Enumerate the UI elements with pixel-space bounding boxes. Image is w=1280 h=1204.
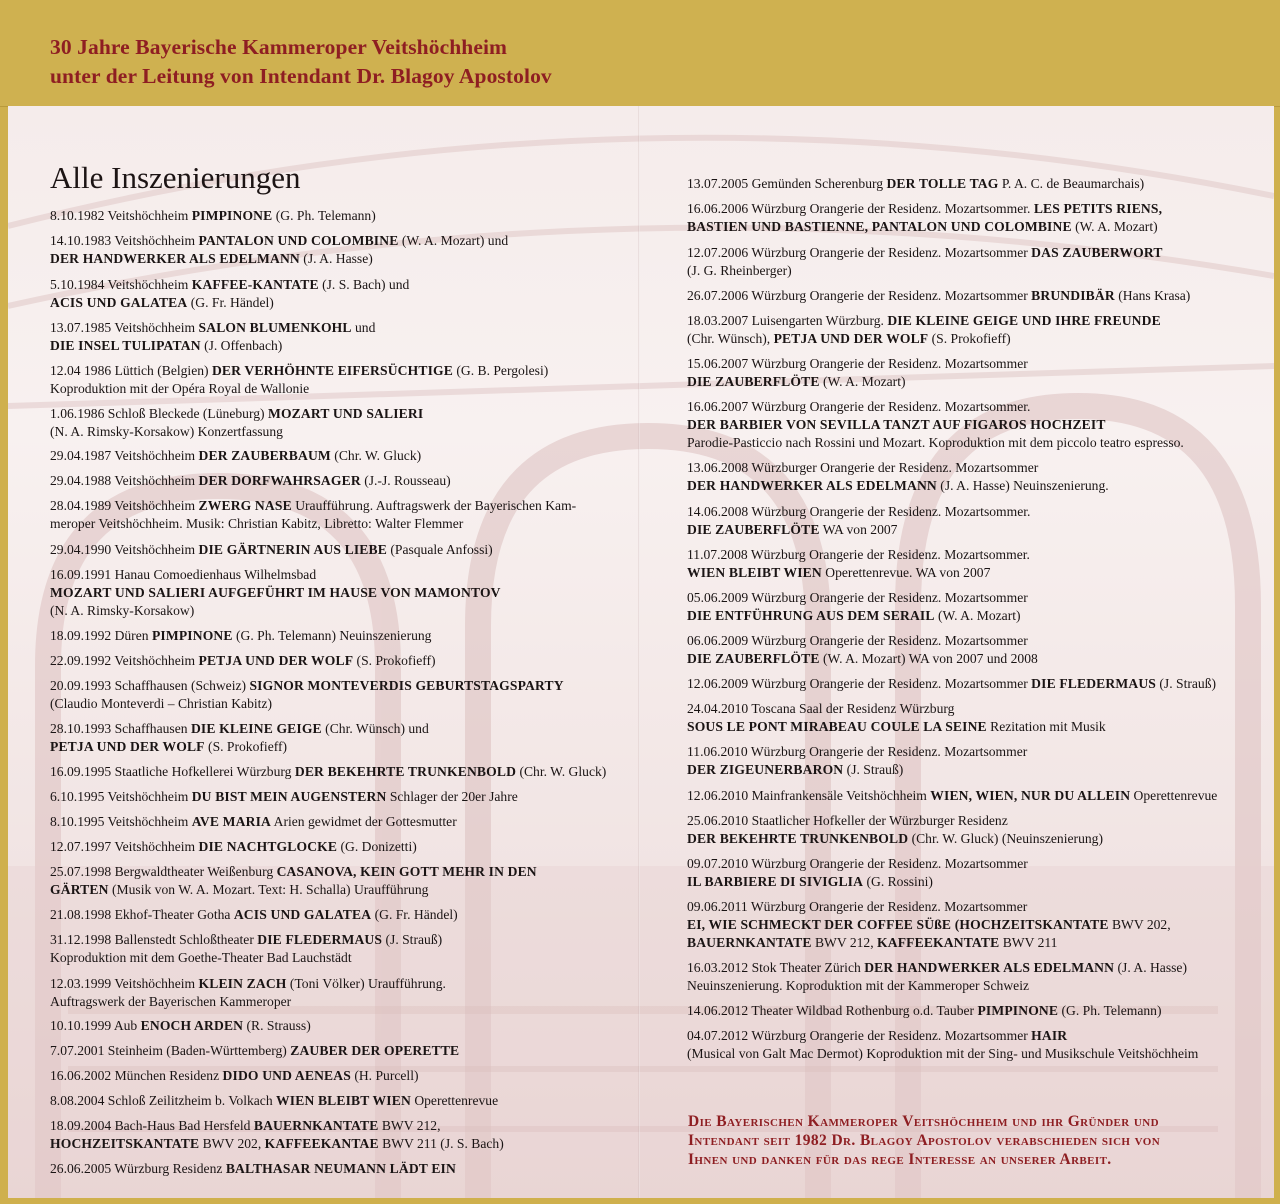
production-info: 11.06.2010 Würzburg Orangerie der Residenz. Mozartsommer bbox=[687, 744, 1028, 759]
production-info: BWV 212, bbox=[378, 1118, 441, 1133]
production-info: (Musik von W. A. Mozart. Text: H. Schalla) Uraufführung bbox=[108, 882, 429, 897]
production-entry bbox=[50, 720, 429, 756]
production-entry bbox=[50, 276, 409, 312]
production-info: (G. Ph. Telemann) bbox=[272, 208, 376, 223]
production-title: DIE ZAUBERFLÖTE bbox=[687, 522, 820, 537]
production-info: 28.10.1993 Schaffhausen bbox=[50, 721, 191, 736]
production-entry bbox=[50, 652, 436, 670]
production-entry bbox=[50, 813, 457, 831]
production-info: 16.03.2012 Stok Theater Zürich bbox=[687, 960, 865, 975]
production-info: (Chr. Wünsch), bbox=[687, 331, 774, 346]
production-title: BAUERNKANTATE bbox=[253, 1118, 379, 1133]
production-info: 18.03.2007 Luisengarten Würzburg. bbox=[687, 313, 888, 328]
production-title: SIGNOR MONTEVERDIS GEBURTSTAGSPARTY bbox=[249, 678, 564, 693]
production-info: 12.07.2006 Würzburg Orangerie der Residenz. Mozartsommer bbox=[687, 245, 1032, 260]
header-title bbox=[50, 33, 552, 91]
production-entry bbox=[50, 788, 518, 806]
production-info: und bbox=[351, 320, 376, 335]
production-info: (J. A. Hasse) bbox=[1114, 960, 1187, 975]
production-info: (Chr. W. Gluck) bbox=[516, 764, 607, 779]
production-title: GÄRTEN bbox=[50, 882, 109, 897]
production-info: Auftragswerk der Bayerischen Kammeroper bbox=[50, 994, 292, 1009]
production-info: 20.09.1993 Schaffhausen (Schweiz) bbox=[50, 678, 250, 693]
production-title: DAS ZAUBERWORT bbox=[1031, 245, 1163, 260]
production-entry bbox=[50, 319, 375, 355]
production-info: 09.06.2011 Würzburg Orangerie der Residenz. Mozartsommer bbox=[687, 899, 1028, 914]
production-info: (G. Donizetti) bbox=[337, 839, 417, 854]
production-title: BAUERNKANTATE bbox=[687, 935, 812, 950]
production-info: 14.10.1983 Veitshöchheim bbox=[50, 233, 199, 248]
production-entry bbox=[687, 175, 1144, 193]
production-info: (Chr. Wünsch) und bbox=[321, 721, 429, 736]
production-info: (N. A. Rimsky-Korsakow) Konzertfassung bbox=[50, 424, 283, 439]
production-title: DER HANDWERKER ALS EDELMANN bbox=[864, 960, 1115, 975]
production-info: (Chr. W. Gluck) bbox=[330, 448, 422, 463]
production-info: (Musical von Galt Mac Dermot) Koproduktion mit der Sing- und Musikschule Veitshöchheim bbox=[687, 1046, 1199, 1061]
production-info: (S. Prokofieff) bbox=[353, 653, 436, 668]
production-title: KLEIN ZACH bbox=[198, 976, 287, 991]
production-entry bbox=[50, 975, 446, 1011]
production-info: 18.09.2004 Bach-Haus Bad Hersfeld bbox=[50, 1118, 254, 1133]
production-info: Operettenrevue bbox=[410, 1093, 499, 1108]
production-info: (J. Strauß) bbox=[843, 762, 904, 777]
production-info: Arien gewidmet der Gottesmutter bbox=[271, 814, 457, 829]
production-info: 25.06.2010 Staatlicher Hofkeller der Würzburger Residenz bbox=[687, 813, 1008, 828]
production-info: 16.06.2007 Würzburg Orangerie der Residenz. Mozartsommer. bbox=[687, 399, 1031, 414]
production-info: (Pasquale Anfossi) bbox=[386, 542, 493, 557]
production-title: DER BEKEHRTE TRUNKENBOLD bbox=[294, 764, 517, 779]
production-entry bbox=[687, 244, 1163, 280]
production-title: DU BIST MEIN AUGENSTERN bbox=[191, 789, 387, 804]
production-title: HOCHZEITSKANTATE bbox=[50, 1136, 200, 1151]
production-entry bbox=[50, 497, 576, 533]
production-entry bbox=[50, 838, 417, 856]
production-title: BASTIEN UND BASTIENNE, PANTALON UND COLOMBINE bbox=[687, 219, 1072, 234]
production-entry bbox=[687, 743, 1027, 779]
production-entry bbox=[50, 405, 423, 441]
production-info: Schlager der 20er Jahre bbox=[386, 789, 518, 804]
production-info: 7.07.2001 Steinheim (Baden-Württemberg) bbox=[50, 1043, 291, 1058]
production-info: Operettenrevue. WA von 2007 bbox=[821, 565, 991, 580]
production-entry bbox=[687, 812, 1103, 848]
production-entry bbox=[687, 355, 1028, 391]
production-entry bbox=[50, 763, 606, 781]
header-title-line-1: 30 Jahre Bayerische Kammeroper Veitshöchheim bbox=[50, 35, 508, 59]
production-info: 29.04.1990 Veitshöchheim bbox=[50, 542, 199, 557]
production-entry bbox=[50, 1042, 459, 1060]
production-info: 12.06.2010 Mainfrankensäle Veitshöchheim bbox=[687, 788, 931, 803]
production-entry bbox=[50, 472, 451, 490]
production-info: 10.10.1999 Aub bbox=[50, 1018, 141, 1033]
production-info: Uraufführung. Auftragswerk der Bayerischen Kam- bbox=[291, 498, 577, 513]
production-info: (W. A. Mozart) bbox=[934, 608, 1021, 623]
production-title: DER BARBIER VON SEVILLA TANZT AUF FIGAROS HOCHZEIT bbox=[687, 417, 1106, 432]
production-info: (S. Prokofieff) bbox=[928, 331, 1011, 346]
production-info: 11.07.2008 Würzburg Orangerie der Residenz. Mozartsommer. bbox=[687, 547, 1030, 562]
production-entry bbox=[687, 503, 1030, 539]
production-info: Operettenrevue bbox=[1130, 788, 1218, 803]
production-info: 21.08.1998 Ekhof-Theater Gotha bbox=[50, 907, 234, 922]
production-title: DIE INSEL TULIPATAN bbox=[50, 338, 201, 353]
production-title: DIE KLEINE GEIGE UND IHRE FREUNDE bbox=[887, 313, 1161, 328]
production-info: Koproduktion mit der Opéra Royal de Wallonie bbox=[50, 381, 310, 396]
page-fold bbox=[638, 106, 640, 1198]
production-entry bbox=[50, 1117, 504, 1153]
production-info: 14.06.2008 Würzburg Orangerie der Residenz. Mozartsommer. bbox=[687, 504, 1031, 519]
production-title: PIMPINONE bbox=[191, 208, 273, 223]
production-title: EI, WIE SCHMECKT DER COFFEE SÜßE (HOCHZEITSKANTATE bbox=[687, 917, 1109, 932]
production-info: (Toni Völker) Uraufführung. bbox=[286, 976, 446, 991]
production-info: (J.-J. Rousseau) bbox=[360, 473, 451, 488]
production-title: ZAUBER DER OPERETTE bbox=[290, 1043, 460, 1058]
production-info: (J. S. Bach) und bbox=[318, 277, 410, 292]
production-info: (Chr. W. Gluck) (Neuinszenierung) bbox=[908, 831, 1103, 846]
production-info: BWV 212, bbox=[811, 935, 878, 950]
production-info: 8.08.2004 Schloß Zeilitzheim b. Volkach bbox=[50, 1093, 277, 1108]
production-title: AVE MARIA bbox=[191, 814, 271, 829]
production-info: (J. G. Rheinberger) bbox=[687, 263, 792, 278]
farewell-line-1: Die Bayerischen Kammeroper Veitshöchheim und ihr Gründer und bbox=[688, 1113, 1159, 1130]
production-info: Parodie-Pasticcio nach Rossini und Mozart. Koproduktion mit dem piccolo teatro espresso. bbox=[687, 435, 1184, 450]
production-info: 16.06.2006 Würzburg Orangerie der Residenz. Mozartsommer. bbox=[687, 201, 1034, 216]
production-info: 12.07.1997 Veitshöchheim bbox=[50, 839, 199, 854]
production-entry bbox=[687, 675, 1216, 693]
production-info: 15.06.2007 Würzburg Orangerie der Residenz. Mozartsommer bbox=[687, 356, 1028, 371]
production-title: DER ZIGEUNERBARON bbox=[687, 762, 844, 777]
production-info: (S. Prokofieff) bbox=[204, 739, 288, 754]
production-info: (G. Fr. Händel) bbox=[371, 907, 458, 922]
production-info: 24.04.2010 Toscana Saal der Residenz Würzburg bbox=[687, 701, 955, 716]
production-info: meroper Veitshöchheim. Musik: Christian Kabitz, Libretto: Walter Flemmer bbox=[50, 516, 464, 531]
production-entry bbox=[687, 898, 1171, 952]
production-info: (N. A. Rimsky-Korsakow) bbox=[50, 603, 195, 618]
production-info: (G. Ph. Telemann) Neuinszenierung bbox=[232, 628, 432, 643]
production-entry bbox=[50, 232, 508, 268]
production-info: (J. A. Hasse) bbox=[299, 251, 373, 266]
production-entry bbox=[687, 959, 1187, 995]
production-title: DER BEKEHRTE TRUNKENBOLD bbox=[687, 831, 909, 846]
production-info: 09.07.2010 Würzburg Orangerie der Residenz. Mozartsommer bbox=[687, 856, 1028, 871]
production-info: (J. Offenbach) bbox=[200, 338, 283, 353]
production-info: 06.06.2009 Würzburg Orangerie der Residenz. Mozartsommer bbox=[687, 633, 1028, 648]
production-entry bbox=[687, 546, 1030, 582]
production-entry bbox=[50, 906, 458, 924]
production-info: (W. A. Mozart) bbox=[1071, 219, 1158, 234]
production-info: 26.06.2005 Würzburg Residenz bbox=[50, 1161, 226, 1176]
production-title: MOZART UND SALIERI AUFGEFÜHRT IM HAUSE VON MAMONTOV bbox=[50, 585, 501, 600]
production-info: 12.06.2009 Würzburg Orangerie der Residenz. Mozartsommer bbox=[687, 676, 1032, 691]
production-entry bbox=[50, 541, 493, 559]
production-info: (W. A. Mozart) bbox=[819, 374, 906, 389]
production-title: DIE ENTFÜHRUNG AUS DEM SERAIL bbox=[687, 608, 935, 623]
production-entry bbox=[687, 200, 1162, 236]
production-title: DER TOLLE TAG bbox=[886, 176, 999, 191]
production-title: DER VERHÖHNTE EIFERSÜCHTIGE bbox=[211, 363, 453, 378]
production-title: DIE KLEINE GEIGE bbox=[190, 721, 322, 736]
production-entry bbox=[687, 632, 1038, 668]
production-title: WIEN BLEIBT WIEN bbox=[276, 1093, 411, 1108]
production-title: MOZART UND SALIERI bbox=[267, 406, 424, 421]
production-info: (G. Rossini) bbox=[863, 874, 933, 889]
production-info: (J. Strauß) bbox=[1156, 676, 1217, 691]
production-title: IL BARBIERE DI SIVIGLIA bbox=[687, 874, 864, 889]
production-info: 04.07.2012 Würzburg Orangerie der Residenz. Mozartsommer bbox=[687, 1028, 1032, 1043]
production-info: BWV 211 (J. S. Bach) bbox=[378, 1136, 504, 1151]
production-title: KAFFEEKANTATE bbox=[877, 935, 1000, 950]
production-info: 29.04.1987 Veitshöchheim bbox=[50, 448, 199, 463]
production-info: 16.09.1991 Hanau Comoedienhaus Wilhelmsbad bbox=[50, 567, 317, 582]
production-entry bbox=[50, 447, 421, 465]
production-info: 28.04.1989 Veitshöchheim bbox=[50, 498, 199, 513]
production-entry bbox=[50, 1092, 498, 1110]
production-info: (J. Strauß) bbox=[382, 932, 443, 947]
header-band bbox=[0, 0, 1280, 107]
production-entry bbox=[50, 677, 564, 713]
production-entry bbox=[687, 855, 1028, 891]
production-info: WA von 2007 bbox=[819, 522, 898, 537]
production-entry bbox=[687, 312, 1161, 348]
production-info: 13.07.1985 Veitshöchheim bbox=[50, 320, 199, 335]
production-info: Koproduktion mit dem Goethe-Theater Bad Lauchstädt bbox=[50, 950, 352, 965]
production-title: DER HANDWERKER ALS EDELMANN bbox=[50, 251, 300, 266]
production-title: DER ZAUBERBAUM bbox=[198, 448, 331, 463]
production-title: ACIS UND GALATEA bbox=[50, 295, 188, 310]
production-title: ZWERG NASE bbox=[198, 498, 292, 513]
production-info: 16.06.2002 München Residenz bbox=[50, 1068, 223, 1083]
production-info: (G. Fr. Händel) bbox=[187, 295, 274, 310]
production-title: PETJA UND DER WOLF bbox=[198, 653, 354, 668]
production-entry bbox=[687, 700, 1106, 736]
production-info: (W. A. Mozart) WA von 2007 und 2008 bbox=[819, 651, 1038, 666]
header-title-line-2: unter der Leitung von Intendant Dr. Blagoy Apostolov bbox=[50, 64, 552, 88]
production-info: 1.06.1986 Schloß Bleckede (Lüneburg) bbox=[50, 406, 268, 421]
production-info: (G. Ph. Telemann) bbox=[1058, 1003, 1162, 1018]
production-entry bbox=[50, 1160, 456, 1178]
production-info: 25.07.1998 Bergwaldtheater Weißenburg bbox=[50, 864, 277, 879]
production-title: PETJA UND DER WOLF bbox=[50, 739, 205, 754]
production-entry bbox=[50, 627, 431, 645]
production-title: DER DORFWAHRSAGER bbox=[198, 473, 361, 488]
production-info: 05.06.2009 Würzburg Orangerie der Residenz. Mozartsommer bbox=[687, 590, 1028, 605]
production-title: ACIS UND GALATEA bbox=[233, 907, 372, 922]
production-title: DER HANDWERKER ALS EDELMANN bbox=[687, 478, 937, 493]
production-title: PIMPINONE bbox=[151, 628, 233, 643]
production-info: (G. B. Pergolesi) bbox=[452, 363, 549, 378]
production-title: BALTHASAR NEUMANN LÄDT EIN bbox=[225, 1161, 456, 1176]
production-title: PETJA UND DER WOLF bbox=[773, 331, 929, 346]
production-title: PIMPINONE bbox=[977, 1003, 1059, 1018]
production-title: DIE FLEDERMAUS bbox=[1031, 676, 1156, 691]
production-entry bbox=[50, 566, 501, 620]
production-title: DIDO UND AENEAS bbox=[222, 1068, 351, 1083]
production-entry bbox=[50, 1017, 311, 1035]
production-entry bbox=[687, 398, 1184, 452]
page-heading: Alle Inszenierungen bbox=[50, 160, 301, 195]
production-title: WIEN, WIEN, NUR DU ALLEIN bbox=[930, 788, 1131, 803]
production-info: 13.07.2005 Gemünden Scherenburg bbox=[687, 176, 887, 191]
production-info: (R. Strauss) bbox=[243, 1018, 311, 1033]
production-entry bbox=[687, 589, 1028, 625]
production-info: Rezitation mit Musik bbox=[986, 719, 1106, 734]
production-title: KAFFEEKANTAE bbox=[264, 1136, 379, 1151]
production-info: (W. A. Mozart) und bbox=[398, 233, 509, 248]
production-entry bbox=[687, 1027, 1198, 1063]
production-entry bbox=[50, 1067, 419, 1085]
production-entry bbox=[687, 459, 1109, 495]
production-entry bbox=[687, 787, 1217, 805]
production-title: KAFFEE-KANTATE bbox=[191, 277, 319, 292]
production-title: DIE NACHTGLOCKE bbox=[198, 839, 338, 854]
production-title: SOUS LE PONT MIRABEAU COULE LA SEINE bbox=[687, 719, 987, 734]
production-title: LES PETITS RIENS, bbox=[1033, 201, 1163, 216]
production-info: 22.09.1992 Veitshöchheim bbox=[50, 653, 199, 668]
production-info: Neuinszenierung. Koproduktion mit der Kammeroper Schweiz bbox=[687, 978, 1030, 993]
production-info: 8.10.1982 Veitshöchheim bbox=[50, 208, 192, 223]
production-info: 5.10.1984 Veitshöchheim bbox=[50, 277, 192, 292]
production-info: 18.09.1992 Düren bbox=[50, 628, 152, 643]
production-info: BWV 211 bbox=[999, 935, 1058, 950]
production-title: WIEN BLEIBT WIEN bbox=[687, 565, 822, 580]
production-info: (Claudio Monteverdi – Christian Kabitz) bbox=[50, 696, 272, 711]
production-info: 13.06.2008 Würzburger Orangerie der Residenz. Mozartsommer bbox=[687, 460, 1039, 475]
farewell-line-3: Ihnen und danken für das rege Interesse an unserer Arbeit. bbox=[688, 1151, 1112, 1168]
production-info: (H. Purcell) bbox=[350, 1068, 419, 1083]
production-title: DIE ZAUBERFLÖTE bbox=[687, 374, 820, 389]
production-info: 6.10.1995 Veitshöchheim bbox=[50, 789, 192, 804]
production-info: 29.04.1988 Veitshöchheim bbox=[50, 473, 199, 488]
production-info: 16.09.1995 Staatliche Hofkellerei Würzburg bbox=[50, 764, 295, 779]
production-title: BRUNDIBÄR bbox=[1031, 288, 1115, 303]
production-entry bbox=[50, 207, 376, 225]
production-info: BWV 202, bbox=[1108, 917, 1171, 932]
production-title: DIE ZAUBERFLÖTE bbox=[687, 651, 820, 666]
production-info: 12.04 1986 Lüttich (Belgien) bbox=[50, 363, 212, 378]
production-entry bbox=[50, 863, 537, 899]
production-entry bbox=[687, 1002, 1162, 1020]
production-entry bbox=[50, 931, 442, 967]
production-title: DIE FLEDERMAUS bbox=[257, 932, 383, 947]
production-info: 31.12.1998 Ballenstedt Schloßtheater bbox=[50, 932, 258, 947]
production-entry bbox=[50, 362, 548, 398]
production-info: 26.07.2006 Würzburg Orangerie der Residenz. Mozartsommer bbox=[687, 288, 1032, 303]
production-entry bbox=[687, 287, 1190, 305]
production-title: SALON BLUMENKOHL bbox=[198, 320, 352, 335]
farewell-line-2: Intendant seit 1982 Dr. Blagoy Apostolov verabschieden sich von bbox=[688, 1132, 1161, 1149]
production-title: DIE GÄRTNERIN AUS LIEBE bbox=[198, 542, 387, 557]
production-info: BWV 202, bbox=[199, 1136, 265, 1151]
production-info: (J. A. Hasse) Neuinszenierung. bbox=[936, 478, 1109, 493]
production-info: P. A. C. de Beaumarchais) bbox=[998, 176, 1145, 191]
farewell-message bbox=[688, 1112, 1248, 1169]
production-title: HAIR bbox=[1031, 1028, 1068, 1043]
production-title: PANTALON UND COLOMBINE bbox=[198, 233, 399, 248]
production-info: 8.10.1995 Veitshöchheim bbox=[50, 814, 192, 829]
production-info: (Hans Krasa) bbox=[1114, 288, 1191, 303]
production-info: 14.06.2012 Theater Wildbad Rothenburg o.d. Tauber bbox=[687, 1003, 978, 1018]
production-info: 12.03.1999 Veitshöchheim bbox=[50, 976, 199, 991]
production-title: ENOCH ARDEN bbox=[140, 1018, 244, 1033]
production-title: CASANOVA, KEIN GOTT MEHR IN DEN bbox=[276, 864, 537, 879]
